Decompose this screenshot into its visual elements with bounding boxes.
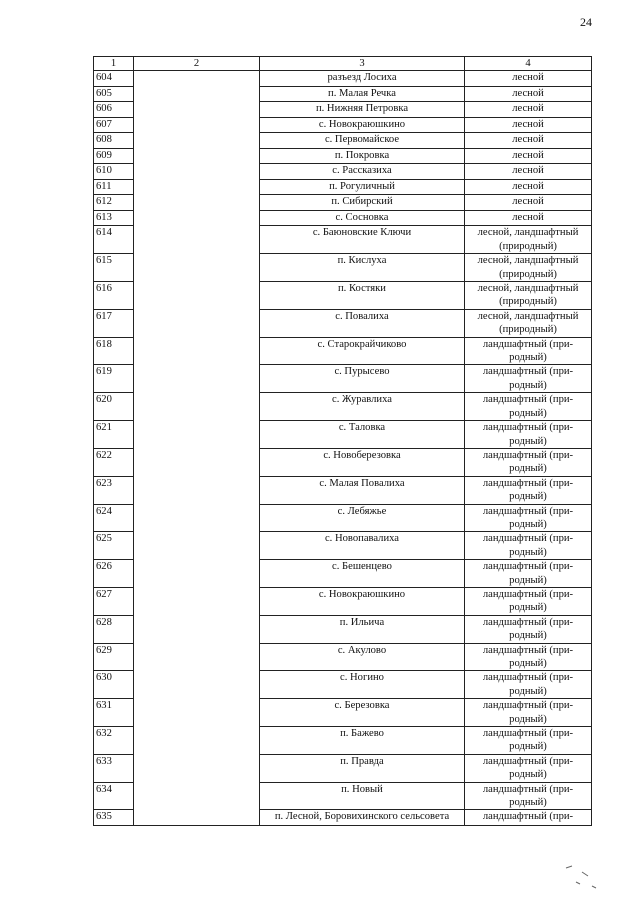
- settlement-name: с. Таловка: [260, 421, 465, 449]
- zone-type-line-1: ландшафтный (при-: [482, 422, 574, 434]
- zone-type-line-2: родный): [509, 491, 547, 503]
- settlement-name: п. Нижняя Петровка: [260, 102, 465, 118]
- zone-type: [465, 671, 592, 699]
- zone-type: [465, 148, 592, 164]
- settlement-name: п. Рогуличный: [260, 179, 465, 195]
- row-number: 618: [94, 337, 134, 365]
- zone-type: [465, 699, 592, 727]
- row-number: 623: [94, 476, 134, 504]
- zone-type: [465, 210, 592, 226]
- row-number: 610: [94, 164, 134, 180]
- zone-type: [465, 448, 592, 476]
- row-number: 629: [94, 643, 134, 671]
- row-number: 635: [94, 810, 134, 826]
- zone-type-line-2: родный): [509, 352, 547, 364]
- settlement-name: п. Кислуха: [260, 254, 465, 282]
- settlement-name: п. Сибирский: [260, 195, 465, 211]
- settlement-name: с. Журавлиха: [260, 393, 465, 421]
- page-number: 24: [580, 15, 592, 29]
- zone-type-line-2: родный): [509, 518, 547, 530]
- row-number: 628: [94, 615, 134, 643]
- zone-type-line-1: лесной: [512, 118, 544, 130]
- settlement-name: п. Бажево: [260, 727, 465, 755]
- zone-type-line-1: ландшафтный (при-: [482, 644, 574, 656]
- settlement-name: п. Костяки: [260, 282, 465, 310]
- settlement-name: с. Новокраюшкино: [260, 587, 465, 615]
- zone-type: [465, 337, 592, 365]
- settlement-name: п. Лесной, Боровихинского сельсовета: [260, 810, 465, 826]
- settlement-name: п. Правда: [260, 754, 465, 782]
- zone-type-line-1: лесной: [512, 196, 544, 208]
- settlement-name: с. Баюновские Ключи: [260, 226, 465, 254]
- pen-mark: [562, 862, 602, 892]
- row-number: 631: [94, 699, 134, 727]
- settlement-name: с. Старокрайчиково: [260, 337, 465, 365]
- table-header-row: [94, 57, 592, 71]
- zone-type-line-2: (природный): [499, 240, 557, 252]
- settlement-name: п. Малая Речка: [260, 86, 465, 102]
- zone-type: [465, 754, 592, 782]
- row-number: 621: [94, 421, 134, 449]
- settlement-name: п. Ильича: [260, 615, 465, 643]
- settlement-name: разъезд Лосиха: [260, 71, 465, 87]
- zone-type-line-1: ландшафтный (при-: [482, 588, 574, 600]
- zone-type-line-1: ландшафтный (при-: [482, 755, 574, 767]
- zone-type-line-1: ландшафтный (при-: [482, 338, 574, 350]
- row-number: 605: [94, 86, 134, 102]
- row-number: 627: [94, 587, 134, 615]
- row-number: 613: [94, 210, 134, 226]
- zone-type: [465, 560, 592, 588]
- register-table: [93, 56, 592, 826]
- zone-type: [465, 226, 592, 254]
- settlement-name: с. Лебяжье: [260, 504, 465, 532]
- zone-type-line-1: ландшафтный (при-: [482, 811, 574, 823]
- settlement-name: с. Пурысево: [260, 365, 465, 393]
- settlement-name: с. Малая Повалиха: [260, 476, 465, 504]
- zone-type: [465, 282, 592, 310]
- zone-type: [465, 393, 592, 421]
- zone-type-line-1: ландшафтный (при-: [482, 477, 574, 489]
- zone-type-line-2: родный): [509, 407, 547, 419]
- zone-type-line-2: родный): [509, 379, 547, 391]
- zone-type: [465, 195, 592, 211]
- row-number: 630: [94, 671, 134, 699]
- row-number: 612: [94, 195, 134, 211]
- zone-type-line-2: родный): [509, 685, 547, 697]
- settlement-name: с. Акулово: [260, 643, 465, 671]
- zone-type-line-2: родный): [509, 546, 547, 558]
- settlement-name: с. Рассказиха: [260, 164, 465, 180]
- zone-type: [465, 727, 592, 755]
- row-number: 622: [94, 448, 134, 476]
- row-number: 611: [94, 179, 134, 195]
- settlement-name: с. Повалиха: [260, 309, 465, 337]
- zone-type-line-1: лесной, ландшафтный: [477, 283, 579, 295]
- zone-type: [465, 504, 592, 532]
- zone-type-line-1: ландшафтный (при-: [482, 449, 574, 461]
- zone-type: [465, 810, 592, 826]
- table-row: [94, 71, 592, 87]
- settlement-name: с. Новоберезовка: [260, 448, 465, 476]
- zone-type-line-1: ландшафтный (при-: [482, 366, 574, 378]
- zone-type-line-1: ландшафтный (при-: [482, 561, 574, 573]
- zone-type-line-1: ландшафтный (при-: [482, 728, 574, 740]
- settlement-name: п. Покровка: [260, 148, 465, 164]
- column-header-3: 3: [260, 57, 465, 71]
- zone-type-line-2: родный): [509, 769, 547, 781]
- column-header-2: 2: [134, 57, 260, 71]
- zone-type: [465, 86, 592, 102]
- row-number: 607: [94, 117, 134, 133]
- zone-type-line-1: лесной: [512, 72, 544, 84]
- zone-type-line-2: родный): [509, 658, 547, 669]
- zone-type-line-1: ландшафтный (при-: [482, 533, 574, 545]
- settlement-name: с. Сосновка: [260, 210, 465, 226]
- zone-type: [465, 254, 592, 282]
- row-number: 626: [94, 560, 134, 588]
- zone-type: [465, 102, 592, 118]
- zone-type-line-1: лесной, ландшафтный: [477, 310, 579, 322]
- zone-type-line-1: ландшафтный (при-: [482, 394, 574, 406]
- zone-type: [465, 421, 592, 449]
- zone-type: [465, 643, 592, 671]
- row-number: 616: [94, 282, 134, 310]
- zone-type-line-2: родный): [509, 574, 547, 586]
- settlement-name: с. Новокраюшкино: [260, 117, 465, 133]
- row-number: 624: [94, 504, 134, 532]
- zone-type-line-1: лесной: [512, 87, 544, 99]
- zone-type-line-2: (природный): [499, 296, 557, 308]
- settlement-name: п. Новый: [260, 782, 465, 810]
- zone-type: [465, 365, 592, 393]
- zone-type: [465, 532, 592, 560]
- column-header-4: 4: [465, 57, 592, 71]
- zone-type-line-1: ландшафтный (при-: [482, 700, 574, 712]
- zone-type: [465, 476, 592, 504]
- row-number: 634: [94, 782, 134, 810]
- zone-type-line-1: лесной, ландшафтный: [477, 255, 579, 267]
- zone-type: [465, 133, 592, 149]
- zone-type: [465, 587, 592, 615]
- row-number: 609: [94, 148, 134, 164]
- merged-column-2-cell: [134, 71, 260, 826]
- table-body: [94, 71, 592, 826]
- zone-type-line-1: ландшафтный (при-: [482, 505, 574, 517]
- zone-type: [465, 164, 592, 180]
- zone-type-line-1: лесной, ландшафтный: [477, 227, 579, 239]
- row-number: 617: [94, 309, 134, 337]
- row-number: 604: [94, 71, 134, 87]
- zone-type-line-1: ландшафтный (при-: [482, 783, 574, 795]
- column-header-1: 1: [94, 57, 134, 71]
- zone-type-line-1: лесной: [512, 149, 544, 161]
- zone-type: [465, 117, 592, 133]
- row-number: 606: [94, 102, 134, 118]
- row-number: 625: [94, 532, 134, 560]
- row-number: 633: [94, 754, 134, 782]
- zone-type-line-2: (природный): [499, 324, 557, 336]
- zone-type-line-1: ландшафтный (при-: [482, 616, 574, 628]
- zone-type-line-2: родный): [509, 602, 547, 614]
- zone-type-line-1: лесной: [512, 211, 544, 223]
- zone-type-line-1: лесной: [512, 134, 544, 146]
- row-number: 619: [94, 365, 134, 393]
- zone-type: [465, 782, 592, 810]
- zone-type-line-1: лесной: [512, 180, 544, 192]
- row-number: 608: [94, 133, 134, 149]
- zone-type-line-1: лесной: [512, 165, 544, 177]
- zone-type: [465, 179, 592, 195]
- zone-type: [465, 615, 592, 643]
- zone-type-line-2: родный): [509, 797, 547, 809]
- zone-type-line-1: ландшафтный (при-: [482, 672, 574, 684]
- row-number: 632: [94, 727, 134, 755]
- row-number: 620: [94, 393, 134, 421]
- row-number: 615: [94, 254, 134, 282]
- settlement-name: с. Ногино: [260, 671, 465, 699]
- zone-type-line-2: родный): [509, 713, 547, 725]
- zone-type-line-1: лесной: [512, 103, 544, 115]
- zone-type-line-2: родный): [509, 630, 547, 642]
- settlement-name: с. Новопавалиха: [260, 532, 465, 560]
- settlement-name: с. Бешенцево: [260, 560, 465, 588]
- settlement-name: с. Березовка: [260, 699, 465, 727]
- zone-type-line-2: родный): [509, 435, 547, 447]
- settlement-name: с. Первомайское: [260, 133, 465, 149]
- zone-type-line-2: родный): [509, 463, 547, 475]
- zone-type-line-2: родный): [509, 741, 547, 753]
- row-number: 614: [94, 226, 134, 254]
- zone-type: [465, 71, 592, 87]
- zone-type-line-2: (природный): [499, 268, 557, 280]
- zone-type: [465, 309, 592, 337]
